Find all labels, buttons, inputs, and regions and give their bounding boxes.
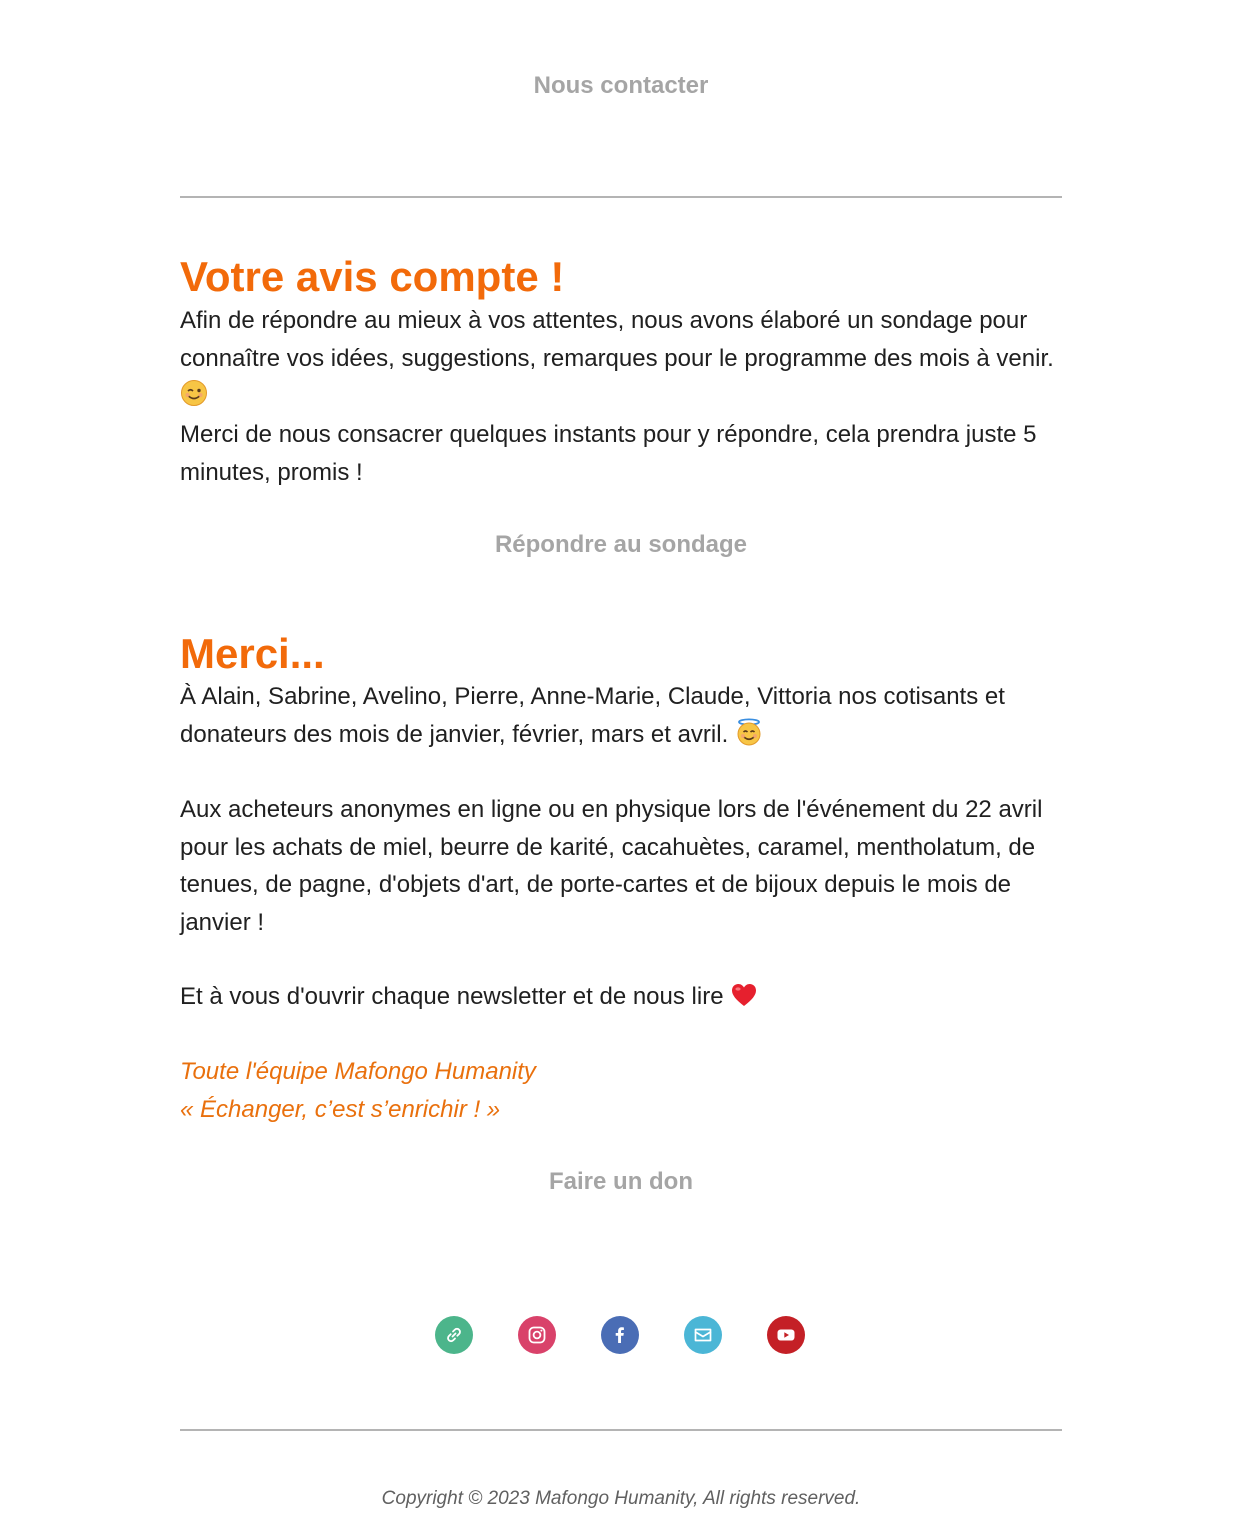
- thanks-title: Merci...: [180, 630, 325, 677]
- donate-button[interactable]: Faire un don: [549, 1168, 693, 1195]
- survey-paragraph-1: [180, 302, 1062, 419]
- thanks-paragraph-2: Aux acheteurs anonymes en ligne ou en physique lors de l'événement du 22 avril pour les achats de miel, beurre de karité, cacahuètes, caramel, mentholatum, de tenues, de pagne, d'objets d'art, de porte-cartes et de bijoux depuis le mois de janvier !: [180, 796, 1043, 936]
- youtube-link-button[interactable]: [767, 1316, 805, 1354]
- divider-bottom: [180, 1429, 1062, 1431]
- survey-paragraph-1-text: Afin de répondre au mieux à vos attentes, nous avons élaboré un sondage pour connaître vos idées, suggestions, remarques pour le programme des mois à venir.: [180, 307, 1054, 372]
- facebook-icon: [610, 1325, 630, 1345]
- email-link-button[interactable]: [684, 1316, 722, 1354]
- signature-team: Toute l'équipe Mafongo Humanity: [180, 1058, 536, 1085]
- survey-title: Votre avis compte !: [180, 253, 565, 300]
- angel-smile-emoji-icon: [735, 718, 763, 758]
- email-icon: [693, 1325, 713, 1345]
- divider-top: [180, 196, 1062, 198]
- thanks-paragraph-3-text: Et à vous d'ouvrir chaque newsletter et de nous lire: [180, 983, 724, 1010]
- link-icon: [444, 1325, 464, 1345]
- survey-paragraph-2: Merci de nous consacrer quelques instants pour y répondre, cela prendra juste 5 minutes, promis !: [180, 421, 1037, 486]
- copyright-text: Copyright © 2023 Mafongo Humanity, All rights reserved.: [381, 1488, 861, 1509]
- winking-smile-emoji-icon: [180, 379, 208, 419]
- thanks-paragraph-1: [180, 678, 1062, 757]
- red-heart-emoji-icon: [730, 982, 758, 1020]
- thanks-paragraph-1-text: À Alain, Sabrine, Avelino, Pierre, Anne-Marie, Claude, Vittoria nos cotisants et donateurs des mois de janvier, février, mars et avril.: [180, 683, 1005, 748]
- facebook-link-button[interactable]: [601, 1316, 639, 1354]
- contact-us-link[interactable]: Nous contacter: [533, 72, 709, 99]
- website-link-button[interactable]: [435, 1316, 473, 1354]
- thanks-paragraph-3: [180, 978, 1062, 1020]
- answer-survey-button[interactable]: Répondre au sondage: [494, 531, 748, 558]
- signature-motto: « Échanger, c’est s’enrichir ! »: [180, 1096, 501, 1123]
- instagram-link-button[interactable]: [518, 1316, 556, 1354]
- youtube-icon: [776, 1325, 796, 1345]
- instagram-icon: [527, 1325, 547, 1345]
